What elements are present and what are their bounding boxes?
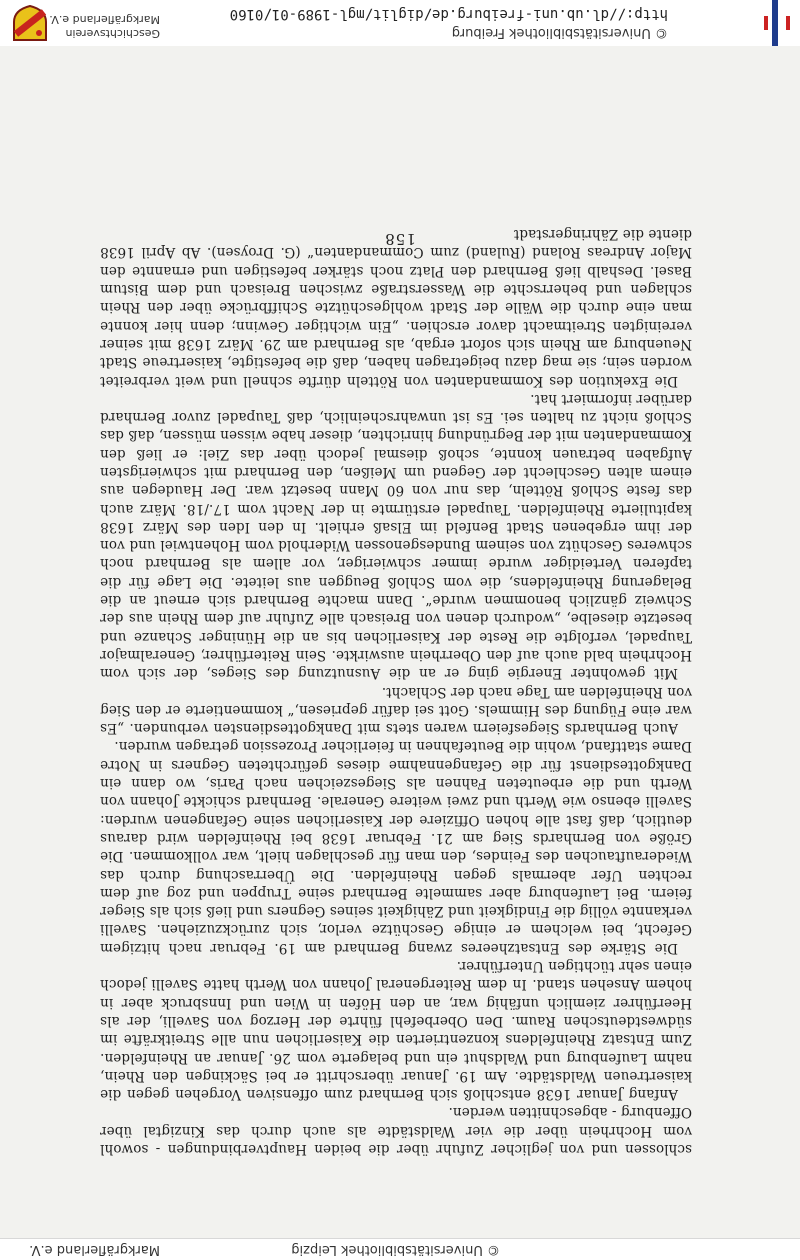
paragraph-5: Mit gewohnter Energie ging er an die Ausnutzung des Sieges, der sich vom Hochrhein bald auch auf den Oberrhein auswirkte. Sein Reiterführer, Generalmajor Taupadel, verfolgte die Reste der Kaiserlichen bis an die Hüninger Schanze und besetzte dieselbe, „wodurch denen von Breisach alle Zufuhr auf dem Rhein aus der Schweiz gänzlich benommen wurde“. Dann machte Bernhard sich erneut an die Belagerung Rheinfeldens, die vom Schloß Beuggen aus leitete. Die Lage für die tapferen Verteidiger wurde immer schwieriger, vor allem als Bernhard noch schweres Geschütz von seinem Bundesgenossen Widerhold vom Hohentwiel und von der ihm ergebenen Stadt Benfeld im Elsaß erhielt. In den Iden des März 1638 kapitulierte Rheinfelden. Taupadel erstürmte in der Nacht vom 17./18. März auch das feste Schloß Rötteln, das nur von 60 Mann besetzt war. Der Haudegen aus einem alten Geschlecht der Gegend um Meißen, den Bernhard mit schwierigsten Aufgaben betrauen konnte, schoß diesmal jedoch über das Ziel: er ließ den Kommandanten mit der Begründung hinrichten, dieser habe wissen müssen, daß das Schloß nicht zu halten sei. Es ist unwahrscheinlich, daß Taupadel zuvor Bernhard darüber informiert hat. bbox=[100, 390, 692, 682]
university-mark-accent bbox=[786, 16, 790, 30]
top-header-inner bbox=[0, 0, 800, 46]
source-url[interactable]: http://dl.ub.uni-freiburg.de/diglit/mgl-1989-01/0160 bbox=[229, 6, 668, 22]
university-mark-accent bbox=[764, 16, 768, 30]
paragraph-2: Anfang Januar 1638 entschloß sich Bernhard zum offensiven Vorgehen gegen die kaisertreuen Waldstädte. Am 19. Januar überschritt er bei Säckingen den Rhein, nahm Laufenburg und Waldshut ein und belagerte vom 26. Januar an Rheinfelden. Zum Entsatz Rheinfeldens konzentrierten die Kaiserlichen nun alle Streitkräfte im südwestdeutschen Raum. Den Oberbefehl führte der Herzog von Savelli, der als Heerführer ziemlich unfähig war, an den Höfen in Wien und Innsbruck aber in hohem Ansehen stand. In dem Reitergeneral Johann von Werth hatte Savelli jedoch einen sehr tüchtigen Unterführer. bbox=[100, 958, 692, 1103]
university-mark-icon bbox=[772, 0, 778, 46]
page-content-rotated bbox=[0, 46, 800, 1238]
paragraph-6: Die Exekution des Kommandanten von Rötteln dürfte schnell und weit verbreitet worden sein; sie mag dazu beigetragen haben, daß die befestigte, kaisertreue Stadt Neuenburg am Rhein sich sofort ergab, als Bernhard am 29. März 1638 mit seiner vereinigten Streitmacht davor erschien. „Ein wichtiger Gewinn; denn hier konnte man eine durch die Wälle der Stadt wohlgeschützte Schiffbrücke über den Rhein schlagen und beherrschte die Wasserstraße zwischen Breisach und dem Bistum Basel. Deshalb ließ Bernhard den Platz noch stärker befestigen und ernannte den Major Andreas Roland (Ruland) zum Commandanten“ (G. Droysen). Ab April 1638 diente die Zähringerstadt bbox=[100, 226, 692, 389]
footer-copyright: © Universitätsbibliothek Leipzig bbox=[291, 1242, 500, 1257]
paragraph-4: Auch Bernhards Siegesfeiern waren stets mit Dankgottesdiensten verbunden. „Es war eine Fügung des Himmels. Gott sei dafür gepriesen,“ kommentierte er den Sieg von Rheinfelden am Tage nach der Schlacht. bbox=[100, 683, 692, 737]
paragraph-3: Die Stärke des Entsatzheeres zwang Bernhard am 19. Februar nach hitzigem Gefecht, bei welchem er einige Geschütze verlor, sich zurückzuziehen. Savelli verkannte völlig die Findigkeit und Zähigkeit seines Gegners und ließ sich als Sieger feiern. Bei Laufenburg aber sammelte Bernhard seine Truppen und zog auf dem rechten Ufer abermals gegen Rheinfelden. Die Überraschung durch das Wiederauftauchen des Feindes, den man für geschlagen hielt, war vollkommen. Die Größe von Bernhards Sieg am 21. Februar 1638 bei Rheinfelden wird daraus deutlich, daß fast alle hohen Offiziere der Kaiserlichen seine Gefangenen wurden: Savelli ebenso wie Werth und zwei weitere Generale. Bernhard schickte Johann von Werth und die erbeuteten Fahnen als Siegeszeichen nach Paris, wo dann ein Dankgottesdienst für die Gefangennahme dieses gefürchteten Gegners in Notre Dame stattfand, wohin die Beutefahnen in feierlicher Prozession getragen wurden. bbox=[100, 738, 692, 956]
top-header-band bbox=[0, 0, 800, 47]
society-name-line2: Markgräflerland e.V. bbox=[49, 13, 160, 26]
paragraph-1: schlossen und von jeglicher Zufuhr über die beiden Hauptverbindungen - sowohl vom Hochrhein über die vier Waldstädte als auch durch das Kinzigtal über Offenburg - abgeschnitten werden. bbox=[100, 1104, 692, 1157]
body-text bbox=[100, 225, 692, 1158]
society-shield-logo-icon bbox=[12, 4, 48, 42]
page-number: 158 bbox=[384, 230, 416, 248]
society-name-line1: Geschichtsverein bbox=[65, 27, 160, 40]
scanned-page bbox=[0, 46, 800, 1238]
bottom-footer-inner bbox=[0, 1238, 800, 1259]
copyright-line: © Universitätsbibliothek Freiburg bbox=[451, 25, 668, 40]
footer-society: Markgräflerland e.V. bbox=[29, 1242, 160, 1257]
bottom-footer-band bbox=[0, 1238, 800, 1260]
